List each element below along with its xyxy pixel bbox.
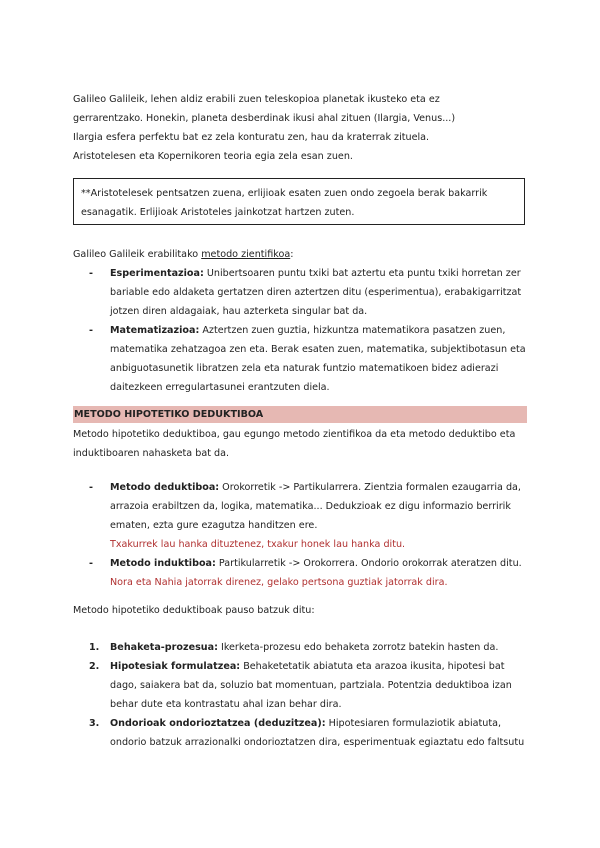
list-item bbox=[73, 554, 543, 592]
step-term: Hipotesiak formulatzea: bbox=[110, 661, 241, 672]
item-text: bariable edo aldaketa gertatzen diren aztertzen ditu (esperimentua), erabakigarritzat bbox=[110, 287, 522, 298]
item-text: ematen, ezta gure ezagutza handitzen ere. bbox=[110, 520, 318, 531]
list-item bbox=[73, 657, 543, 714]
item-term: Metodo deduktiboa: bbox=[110, 482, 220, 493]
list-item bbox=[73, 321, 543, 397]
section-heading: METODO HIPOTETIKO DEDUKTIBOA bbox=[73, 406, 527, 423]
list-item bbox=[73, 714, 543, 752]
intro-line-4: Aristotelesen eta Kopernikoren teoria egia zela esan zuen. bbox=[73, 151, 353, 162]
step-text: dago, saiakera bat da, soluzio bat momentuan, partziala. Potentzia deduktiboa izan bbox=[110, 680, 512, 691]
item-text: matematika zehatzagoa zen eta. Berak esaten zuen, matematika, subjektibotasun eta bbox=[110, 344, 526, 355]
bullet-dash: - bbox=[89, 268, 93, 279]
step-text: Behaketetatik abiatuta eta arazoa ikusita, hipotesi bat bbox=[240, 661, 505, 672]
method-intro-suffix: : bbox=[290, 249, 294, 260]
item-term: Metodo induktiboa: bbox=[110, 558, 216, 569]
note-line-1: **Aristotelesek pentsatzen zuena, erlijioak esaten zuen ondo zegoela berak bakarrik bbox=[81, 188, 488, 199]
step-term: Ondorioak ondorioztatzea (deduzitzea): bbox=[110, 718, 326, 729]
step-text: Hipotesiaren formulaziotik abiatuta, bbox=[325, 718, 502, 729]
item-term: Esperimentazioa: bbox=[110, 268, 204, 279]
item-text: Aztertzen zuen guztia, hizkuntza matematikora pasatzen zuen, bbox=[199, 325, 506, 336]
method-intro-prefix: Galileo Galileik erabilitako bbox=[73, 249, 202, 260]
intro-line-2: gerrarentzako. Honekin, planeta desberdinak ikusi ahal zituen (Ilargia, Venus...) bbox=[73, 113, 456, 124]
item-text: jotzen diren aldagaiak, hau azterketa singular bat da. bbox=[110, 306, 368, 317]
hd-intro bbox=[73, 425, 533, 463]
steps-intro: Metodo hipotetiko deduktiboak pauso batzuk ditu: bbox=[73, 605, 315, 616]
method-intro-underlined: metodo zientifikoa bbox=[201, 249, 291, 260]
step-term: Behaketa-prozesua: bbox=[110, 642, 218, 653]
bullet-dash: - bbox=[89, 482, 93, 493]
item-text: Orokorretik -> Partikularrera. Zientzia formalen ezaugarria da, bbox=[219, 482, 521, 493]
item-text: arrazoia erabiltzen da, logika, matematika... Dedukzioak ez digu informazio berririk bbox=[110, 501, 511, 512]
list-item bbox=[73, 264, 543, 321]
hd-method-list bbox=[73, 478, 543, 592]
bullet-dash: - bbox=[89, 325, 93, 336]
method-intro bbox=[73, 245, 533, 264]
step-number: 3. bbox=[89, 718, 100, 729]
hd-intro-line-1: Metodo hipotetiko deduktiboa, gau egungo metodo zientifikoa da eta metodo deduktibo eta bbox=[73, 429, 516, 440]
bullet-dash: - bbox=[89, 558, 93, 569]
item-term: Matematizazioa: bbox=[110, 325, 200, 336]
step-text: ondorio batzuk arrazionalki ondorioztatzen dira, esperimentuak egiaztatu edo faltsutu bbox=[110, 737, 525, 748]
steps-list bbox=[73, 638, 543, 752]
note-box bbox=[73, 178, 525, 225]
step-text: Ikerketa-prozesu edo behaketa zorrotz batekin hasten da. bbox=[217, 642, 499, 653]
step-number: 1. bbox=[89, 642, 100, 653]
list-item bbox=[73, 638, 543, 657]
intro-paragraph bbox=[73, 90, 533, 166]
item-example: Txakurrek lau hanka dituztenez, txakur honek lau hanka ditu. bbox=[110, 539, 406, 550]
method-list bbox=[73, 264, 543, 397]
intro-line-1: Galileo Galileik, lehen aldiz erabili zuen teleskopioa planetak ikusteko eta ez bbox=[73, 94, 440, 105]
hd-intro-line-2: induktiboaren nahasketa bat da. bbox=[73, 448, 230, 459]
step-number: 2. bbox=[89, 661, 100, 672]
intro-line-3: Ilargia esfera perfektu bat ez zela konturatu zen, hau da kraterrak zituela. bbox=[73, 132, 430, 143]
item-example: Nora eta Nahia jatorrak direnez, gelako pertsona guztiak jatorrak dira. bbox=[110, 577, 448, 588]
item-text: Partikularretik -> Orokorrera. Ondorio orokorrak ateratzen ditu. bbox=[215, 558, 522, 569]
item-text: daitezkeen erregulartasunei erantzuten diela. bbox=[110, 382, 330, 393]
note-line-2: esanagatik. Erlijioak Aristoteles jainkotzat hartzen zuten. bbox=[81, 207, 355, 218]
item-text: anbiguotasunetik libratzen zela eta naturak funtzio matematikoen bidez adierazi bbox=[110, 363, 499, 374]
item-text: Unibertsoaren puntu txiki bat aztertu eta puntu txiki horretan zer bbox=[203, 268, 521, 279]
step-text: behar dute eta kontrastatu ahal izan behar dira. bbox=[110, 699, 342, 710]
list-item bbox=[73, 478, 543, 554]
